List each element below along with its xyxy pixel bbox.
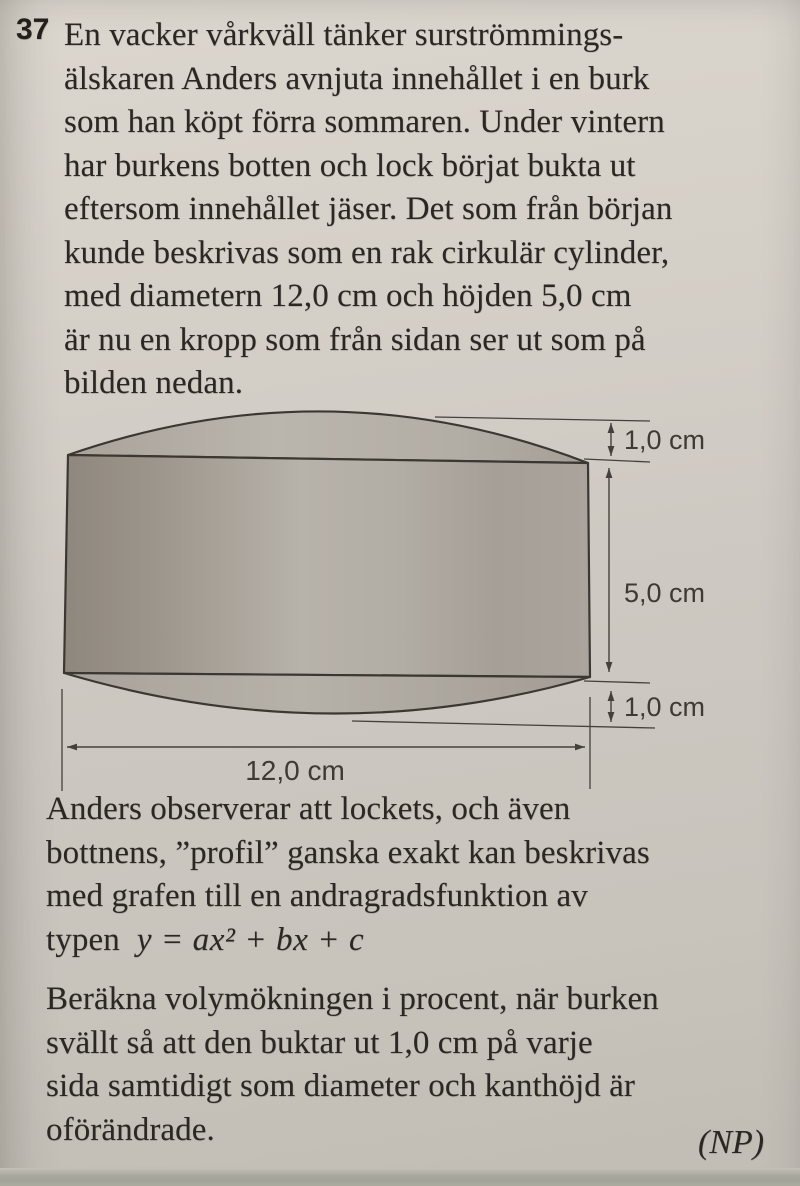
text-line: sida samtidigt som diameter och kanthöjd är <box>46 1068 636 1104</box>
dim-label-side-height: 5,0 cm <box>624 578 706 608</box>
formula-line <box>46 919 650 963</box>
text-line: med grafen till en andragradsfunktion av <box>46 878 588 914</box>
can-bottom-shape <box>64 673 590 714</box>
photo-bottom-edge <box>0 1168 800 1186</box>
dim-label-bottom-bulge: 1,0 cm <box>624 692 706 722</box>
text-line: oförändrade. <box>46 1111 215 1148</box>
dim-label-top-bulge: 1,0 cm <box>624 425 706 455</box>
can-body-shape <box>64 455 590 677</box>
dim-top-leader-line <box>435 417 650 421</box>
text-line: är nu en kropp som från sidan ser ut som på <box>64 321 646 358</box>
quadratic-formula: y = ax² + bx + c <box>136 921 365 958</box>
text-line: En vacker vårkväll tänker surströmmings- <box>64 17 624 53</box>
problem-number: 37 <box>16 13 50 46</box>
text-line: Beräkna volymökningen i procent, när burken <box>46 981 659 1017</box>
dim-top-rim-tick <box>584 459 650 462</box>
dim-bottom-rim-tick <box>584 681 650 683</box>
text-line: älskaren Anders avnjuta innehållet i en burk <box>64 60 650 97</box>
text-line: kunde beskrivas som en rak cirkulär cylinder, <box>64 234 670 271</box>
problem-statement-paragraph <box>64 14 672 406</box>
observation-paragraph <box>46 788 650 962</box>
dim-label-diameter: 12,0 cm <box>245 755 345 786</box>
text-line: bilden nedan. <box>64 365 244 401</box>
formula-prefix: typen <box>46 921 120 958</box>
text-line: Anders observerar att lockets, och även <box>46 791 571 827</box>
can-figure <box>0 400 800 800</box>
text-line: eftersom innehållet jäser. Det som från början <box>64 191 673 227</box>
dim-bottom-leader-line <box>352 721 655 728</box>
text-line: svällt så att den buktar ut 1,0 cm på varje <box>46 1024 593 1061</box>
text-line: har burkens botten och lock börjat bukta ut <box>64 147 636 184</box>
source-label: (NP) <box>698 1124 765 1161</box>
text-line: med diametern 12,0 cm och höjden 5,0 cm <box>64 278 632 314</box>
task-paragraph <box>46 978 659 1152</box>
text-line: bottnens, ”profil” ganska exakt kan beskrivas <box>46 834 650 871</box>
text-line: som han köpt förra sommaren. Under vintern <box>64 104 665 140</box>
